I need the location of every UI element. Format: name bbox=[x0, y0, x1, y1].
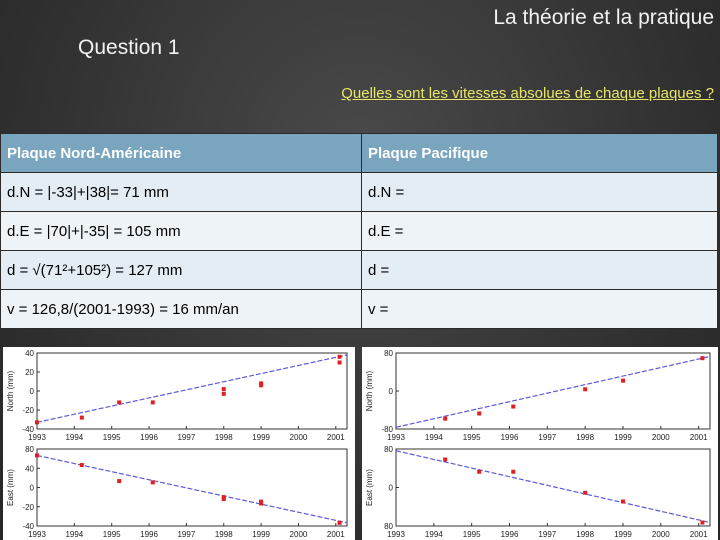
y-tick-label: 80 bbox=[384, 445, 393, 454]
data-point bbox=[338, 361, 342, 365]
data-point bbox=[80, 463, 84, 467]
x-tick-label: 2000 bbox=[289, 530, 308, 539]
question-label: Question 1 bbox=[78, 36, 180, 59]
data-point bbox=[583, 491, 587, 495]
header-north-american: Plaque Nord-Américaine bbox=[1, 134, 362, 173]
pacific-east-chart bbox=[362, 443, 718, 540]
data-point bbox=[222, 392, 226, 396]
plot-frame bbox=[396, 353, 710, 429]
y-axis-label: North (mm) bbox=[6, 370, 15, 412]
x-tick-label: 1998 bbox=[576, 530, 595, 539]
x-tick-label: 1998 bbox=[214, 433, 233, 442]
table-row bbox=[1, 251, 718, 290]
data-point bbox=[700, 521, 704, 525]
table-cell: d.E = bbox=[362, 212, 718, 251]
y-tick-label: -40 bbox=[22, 522, 34, 531]
x-tick-label: 1999 bbox=[252, 433, 270, 442]
x-tick-label: 1997 bbox=[538, 433, 557, 442]
data-point bbox=[583, 387, 587, 391]
y-axis-label: East (mm) bbox=[6, 469, 15, 506]
data-point bbox=[443, 458, 447, 462]
chart-panel-right bbox=[362, 347, 718, 540]
y-tick-label: 80 bbox=[384, 349, 393, 358]
question-subtitle-link[interactable]: Quelles sont les vitesses absolues de chaque plaques ? bbox=[341, 85, 714, 102]
table-cell: v = 126,8/(2001-1993) = 16 mm/an bbox=[1, 290, 362, 329]
table-cell: d.E = |70|+|-35| = 105 mm bbox=[1, 212, 362, 251]
north-american-north-chart bbox=[3, 347, 355, 443]
table-cell: v = bbox=[362, 290, 718, 329]
y-axis-label: North (mm) bbox=[365, 370, 374, 412]
x-tick-label: 2001 bbox=[689, 433, 708, 442]
y-tick-label: 0 bbox=[29, 483, 34, 493]
data-point bbox=[443, 417, 447, 421]
header-pacific: Plaque Pacifique bbox=[362, 134, 718, 173]
x-tick-label: 2001 bbox=[326, 530, 345, 539]
table-row bbox=[1, 173, 718, 212]
data-point bbox=[338, 355, 342, 359]
x-tick-label: 1996 bbox=[140, 433, 158, 442]
x-tick-label: 1993 bbox=[28, 530, 46, 539]
y-tick-label: 0 bbox=[29, 387, 34, 396]
y-tick-label: 80 bbox=[25, 445, 34, 454]
y-tick-label: 40 bbox=[25, 464, 34, 474]
y-tick-label: 40 bbox=[25, 349, 34, 358]
y-tick-label: 0 bbox=[388, 483, 393, 493]
data-point bbox=[511, 405, 515, 409]
x-tick-label: 1996 bbox=[500, 433, 519, 442]
data-point bbox=[151, 480, 155, 484]
data-point bbox=[259, 500, 263, 504]
plate-velocity-table bbox=[0, 133, 718, 329]
y-tick-label: 20 bbox=[25, 368, 34, 377]
x-tick-label: 1994 bbox=[65, 530, 84, 539]
table-cell: d = √(71²+105²) = 127 mm bbox=[1, 251, 362, 290]
x-tick-label: 1997 bbox=[177, 433, 196, 442]
x-tick-label: 1997 bbox=[177, 530, 196, 539]
plot-frame bbox=[396, 449, 710, 526]
y-tick-label: 80 bbox=[384, 522, 393, 531]
data-point bbox=[117, 400, 121, 404]
y-axis-label: East (mm) bbox=[365, 469, 374, 506]
x-tick-label: 2001 bbox=[326, 433, 345, 442]
data-point bbox=[700, 356, 704, 360]
data-point bbox=[80, 416, 84, 420]
x-tick-label: 1993 bbox=[387, 433, 405, 442]
x-tick-label: 1999 bbox=[614, 433, 632, 442]
x-tick-label: 1993 bbox=[387, 530, 405, 539]
data-point bbox=[338, 521, 342, 525]
x-tick-label: 2001 bbox=[689, 530, 708, 539]
data-point bbox=[35, 420, 39, 424]
x-tick-label: 1996 bbox=[500, 530, 519, 539]
x-tick-label: 1993 bbox=[28, 433, 46, 442]
x-tick-label: 1995 bbox=[102, 530, 121, 539]
data-point bbox=[477, 411, 481, 415]
table-header-row bbox=[1, 134, 718, 173]
x-tick-label: 2000 bbox=[651, 433, 670, 442]
data-point bbox=[117, 479, 121, 483]
data-point bbox=[621, 500, 625, 504]
data-point bbox=[222, 387, 226, 391]
data-point bbox=[222, 497, 226, 501]
x-tick-label: 1995 bbox=[462, 433, 481, 442]
chart-panel-left bbox=[3, 347, 355, 540]
y-tick-label: -80 bbox=[381, 425, 393, 434]
table-cell: d.N = |-33|+|38|= 71 mm bbox=[1, 173, 362, 212]
slide-title: La théorie et la pratique bbox=[493, 6, 714, 29]
table-row bbox=[1, 290, 718, 329]
data-point bbox=[151, 400, 155, 404]
x-tick-label: 1998 bbox=[214, 530, 233, 539]
data-point bbox=[477, 470, 481, 474]
x-tick-label: 1994 bbox=[65, 433, 84, 442]
y-tick-label: -20 bbox=[22, 502, 34, 512]
table-cell: d = bbox=[362, 251, 718, 290]
x-tick-label: 2000 bbox=[651, 530, 670, 539]
x-tick-label: 1994 bbox=[424, 433, 443, 442]
data-point bbox=[35, 453, 39, 457]
data-point bbox=[511, 470, 515, 474]
x-tick-label: 1999 bbox=[252, 530, 270, 539]
north-american-east-chart bbox=[3, 443, 355, 540]
x-tick-label: 1996 bbox=[140, 530, 158, 539]
x-tick-label: 1994 bbox=[424, 530, 443, 539]
y-tick-label: -40 bbox=[22, 425, 34, 434]
pacific-north-chart bbox=[362, 347, 718, 443]
table-row bbox=[1, 212, 718, 251]
data-point bbox=[621, 379, 625, 383]
x-tick-label: 1995 bbox=[102, 433, 121, 442]
plot-frame bbox=[37, 449, 347, 526]
x-tick-label: 1998 bbox=[576, 433, 595, 442]
x-tick-label: 1997 bbox=[538, 530, 557, 539]
data-point bbox=[259, 383, 263, 387]
x-tick-label: 2000 bbox=[289, 433, 308, 442]
table-cell: d.N = bbox=[362, 173, 718, 212]
y-tick-label: -20 bbox=[22, 406, 34, 415]
x-tick-label: 1999 bbox=[614, 530, 632, 539]
y-tick-label: 0 bbox=[388, 387, 393, 396]
x-tick-label: 1995 bbox=[462, 530, 481, 539]
